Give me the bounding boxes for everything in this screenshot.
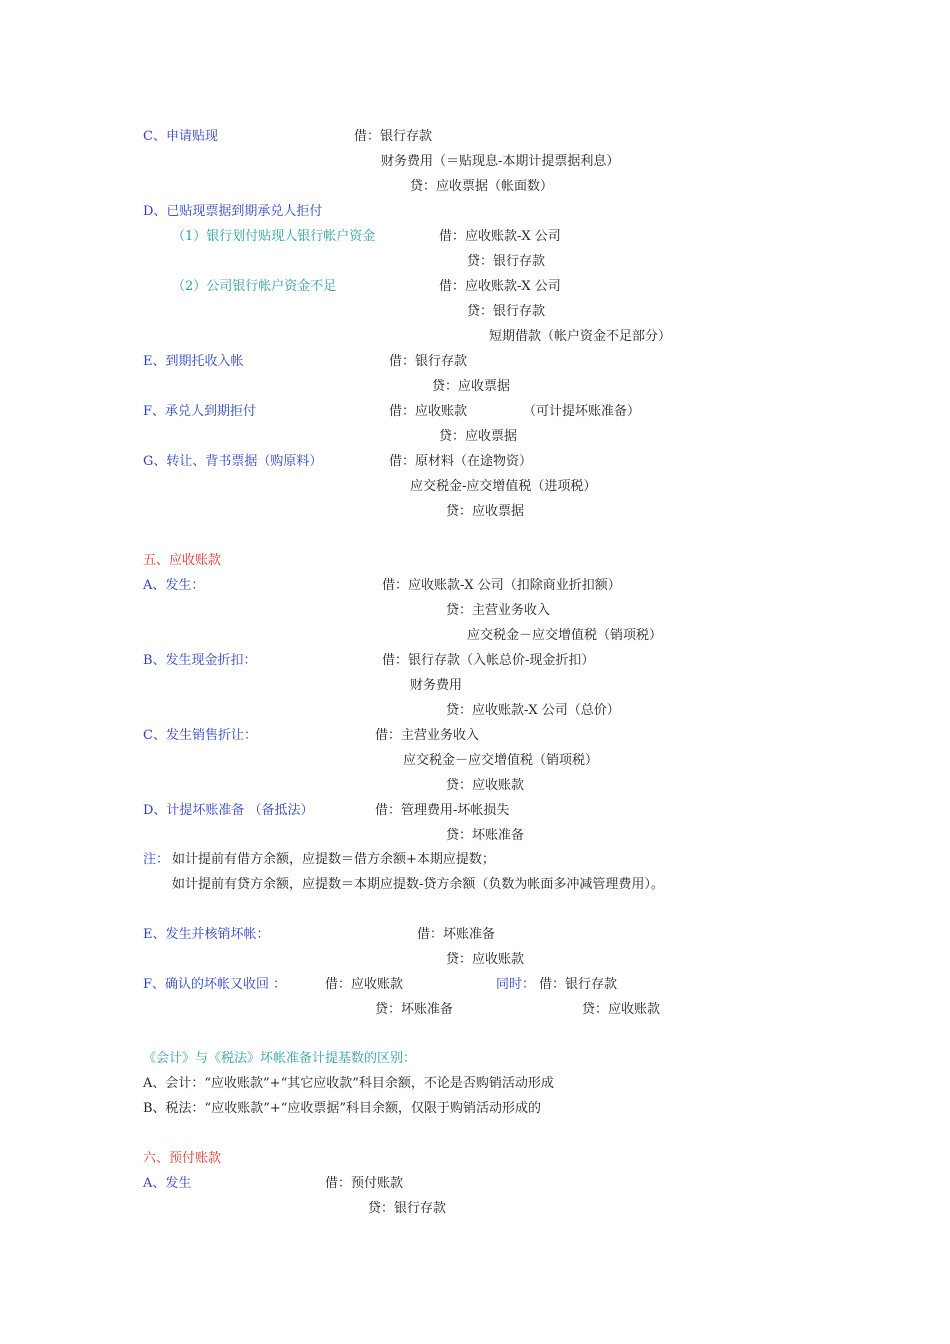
credit-line: 贷：应收账款 — [446, 952, 525, 967]
entry-a-prepay-label: A、发生 — [143, 1176, 192, 1191]
debit-line: 应交税金-应交增值税（进项税） — [410, 479, 597, 494]
credit-line: 贷：应收账款 — [446, 778, 525, 793]
sub-entry-2-label: （2）公司银行帐户资金不足 — [172, 279, 337, 294]
sub-entry-1-label: （1）银行划付贴现人银行帐户资金 — [172, 229, 376, 244]
entry-d-dishonor-label: D、已贴现票据到期承兑人拒付 — [143, 204, 323, 219]
debit-line: 应交税金－应交增值税（销项税） — [403, 753, 599, 768]
comparison-text: A、会计：“应收账款”+“其它应收款”科目余额，不论是否购销活动形成 — [143, 1076, 554, 1091]
debit-line: 借：原材料（在途物资） — [389, 454, 533, 469]
credit-line: 应交税金－应交增值税（销项税） — [467, 628, 663, 643]
credit-line: 短期借款（帐户资金不足部分） — [489, 329, 672, 344]
debit-line: 借：应收账款 — [325, 977, 404, 992]
credit-line: 贷：应收账款 — [582, 1002, 661, 1017]
credit-line: 贷：应收票据 — [439, 429, 518, 444]
debit-line: 借：应收账款-X 公司（扣除商业折扣额） — [382, 578, 621, 593]
credit-line: 贷：银行存款 — [368, 1201, 447, 1216]
credit-line: 贷：应收票据 — [432, 379, 511, 394]
debit-line: 借：银行存款 — [354, 129, 433, 144]
entry-f-refusal-label: F、承兑人到期拒付 — [143, 404, 257, 419]
section-heading-receivables: 五、应收账款 — [143, 553, 222, 568]
credit-line: 贷：坏账准备 — [446, 828, 525, 843]
credit-line: 贷：应收票据 — [446, 504, 525, 519]
simultaneous-label: 同时： — [496, 977, 536, 992]
entry-e-collection-label: E、到期托收入帐 — [143, 354, 244, 369]
debit-line: 借：坏账准备 — [417, 927, 496, 942]
debit-line: 借：银行存款 — [389, 354, 468, 369]
debit-line: 借：应收账款-X 公司 — [439, 229, 561, 244]
entry-a-occur-label: A、发生： — [143, 578, 205, 593]
entry-f-recovery-label: F、确认的坏帐又收回 ： — [143, 977, 287, 992]
debit-line: 借：银行存款（入帐总价-现金折扣） — [382, 653, 595, 668]
credit-line: 贷：应收账款-X 公司（总价） — [446, 703, 620, 718]
entry-g-endorse-label: G、转让、背书票据（购原料） — [143, 454, 323, 469]
debit-line: 借：主营业务收入 — [375, 728, 480, 743]
debit-line: 借：应收账款 — [389, 404, 468, 419]
note-text: （可计提坏账准备） — [523, 404, 641, 419]
debit-line: 借：预付账款 — [325, 1176, 404, 1191]
section-heading-prepayments: 六、预付账款 — [143, 1151, 222, 1166]
credit-line: 贷：银行存款 — [467, 304, 546, 319]
entry-e-write-off-label: E、发生并核销坏帐： — [143, 927, 270, 942]
note-text: 如计提前有借方余额，应提数＝借方余额+本期应提数； — [172, 852, 495, 867]
debit-line: 借：应收账款-X 公司 — [439, 279, 561, 294]
credit-line: 贷：主营业务收入 — [446, 603, 551, 618]
entry-c-discount-label: C、申请贴现 — [143, 129, 218, 144]
comparison-text: B、税法：“应收账款”+“应收票据”科目余额，仅限于购销活动形成的 — [143, 1101, 542, 1116]
credit-line: 贷：应收票据（帐面数） — [410, 179, 554, 194]
debit-line: 财务费用（＝贴现息-本期计提票据利息） — [381, 154, 620, 169]
entry-c-allowance-label: C、发生销售折让： — [143, 728, 257, 743]
debit-line: 财务费用 — [410, 678, 463, 693]
note-label: 注： — [143, 852, 170, 867]
entry-b-cash-discount-label: B、发生现金折扣： — [143, 653, 257, 668]
debit-line: 借：银行存款 — [539, 977, 618, 992]
credit-line: 贷：坏账准备 — [375, 1002, 454, 1017]
entry-d-bad-debt-label: D、计提坏账准备 （备抵法） — [143, 803, 314, 818]
debit-line: 借：管理费用-坏帐损失 — [375, 803, 510, 818]
note-text: 如计提前有贷方余额，应提数＝本期应提数-贷方余额（负数为帐面多冲减管理费用）。 — [172, 877, 664, 892]
comparison-heading: 《会计》与《税法》坏帐准备计提基数的区别： — [143, 1051, 417, 1066]
credit-line: 贷：银行存款 — [467, 254, 546, 269]
